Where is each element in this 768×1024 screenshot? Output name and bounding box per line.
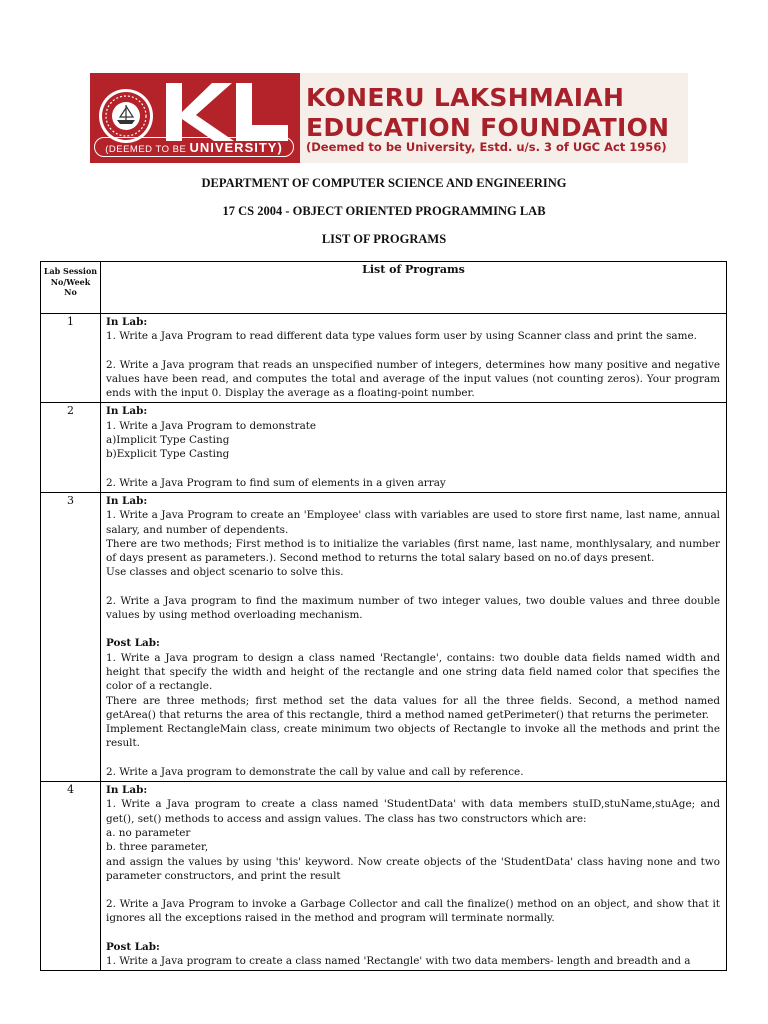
program-item: 1. Write a Java program to create a class named 'Rectangle' with two data members- length and breadth and a (106, 954, 691, 967)
session-number: 1 (41, 314, 101, 403)
program-item-detail: Use classes and object scenario to solve this. (106, 566, 344, 579)
program-item: 1. Write a Java program to create a class named 'StudentData' with data members stuID,stuName,stuAge; and get(), set() methods to access and assign values. The class has two constructors which are: (106, 798, 720, 825)
program-item: 2. Write a Java program to demonstrate the call by value and call by reference. (106, 765, 524, 778)
program-item-detail: There are three methods; first method set the data values for all the three fields. Second, a method named getArea() that returns the area of this rectangle, third a method named getPerimeter() that returns the perimeter. (106, 694, 720, 721)
session-number: 3 (41, 492, 101, 781)
program-item: 2. Write a Java Program to find sum of elements in a given array (106, 476, 446, 489)
session-number: 4 (41, 782, 101, 971)
table-header-row (41, 262, 727, 314)
program-item: 2. Write a Java program to find the maximum number of two integer values, two double values and three double values by using method overloading mechanism. (106, 594, 720, 622)
session-number: 2 (41, 403, 101, 492)
list-title: LIST OF PROGRAMS (321, 232, 447, 246)
org-name-line1: KONERU LAKSHMAIAH (306, 83, 625, 112)
program-item-detail: and assign the values by using 'this' keyword. Now create objects of the 'StudentData' class having none and two parameter constructors, and print the result (106, 855, 720, 882)
deemed-university-badge (94, 137, 294, 157)
program-item: 2. Write a Java Program to invoke a Garbage Collector and call the finalize() method on an object, and show that it ignores all the exceptions raised in the method and program will terminate normally. (106, 898, 720, 925)
in-lab-label: In Lab: (106, 784, 148, 797)
program-item: 1. Write a Java Program to create an 'Employee' class with variables are used to store first name, last name, annual salary, and number of dependents. (106, 509, 720, 536)
department-heading: DEPARTMENT OF COMPUTER SCIENCE AND ENGINEERING (201, 176, 567, 190)
table-row (41, 782, 727, 971)
program-item: 2. Write a Java program that reads an unspecified number of integers, determines how many positive and negative values have been read, and computes the total and average of the input values (not counting zeros). Your program ends with the input 0. Display the average as a floating-point number. (106, 358, 720, 400)
post-lab-label: Post Lab: (106, 940, 160, 953)
program-subitem: a)Implicit Type Casting (106, 434, 230, 447)
university-banner (90, 73, 688, 163)
program-subitem: b)Explicit Type Casting (106, 448, 230, 461)
program-cell (101, 782, 727, 971)
program-cell (101, 492, 727, 781)
program-item: 1. Write a Java Program to read different data type values form user by using Scanner class and print the same. (106, 330, 697, 343)
in-lab-label: In Lab: (106, 405, 148, 418)
org-name-line2: EDUCATION FOUNDATION (306, 113, 670, 142)
header-session: Lab Session No/Week No (41, 262, 101, 314)
program-item: 1. Write a Java Program to demonstrate (106, 419, 317, 432)
deemed-main: UNIVERSITY) (189, 140, 283, 155)
banner-logo-panel (90, 73, 300, 163)
course-heading: 17 CS 2004 - OBJECT ORIENTED PROGRAMMING LAB (222, 204, 546, 218)
table-row (41, 403, 727, 492)
post-lab-label: Post Lab: (106, 637, 160, 650)
in-lab-label: In Lab: (106, 494, 148, 507)
program-cell (101, 403, 727, 492)
table-row (41, 492, 727, 781)
deemed-prefix: (DEEMED TO BE (105, 144, 187, 155)
program-item-detail: There are two methods; First method is to initialize the variables (first name, last name, monthlysalary, and number of days present as parameters.). Second method to returns the total salary based on no.of days present. (106, 537, 720, 565)
program-cell (101, 314, 727, 403)
program-item-detail: Implement RectangleMain class, create minimum two objects of Rectangle to invoke all the methods and print the result. (106, 723, 720, 750)
in-lab-label: In Lab: (106, 316, 148, 328)
org-tagline: (Deemed to be University, Estd. u/s. 3 of UGC Act 1956) (306, 140, 667, 154)
program-subitem: b. three parameter, (106, 841, 209, 854)
program-subitem: a. no parameter (106, 826, 191, 839)
programs-table (40, 261, 727, 971)
table-row (41, 314, 727, 403)
header-programs: List of Programs (101, 262, 727, 314)
program-item: 1. Write a Java program to design a class named 'Rectangle', contains: two double data fields named width and height that specify the width and height of the rectangle and one string data field named color that specifies the color of a rectangle. (106, 651, 720, 693)
